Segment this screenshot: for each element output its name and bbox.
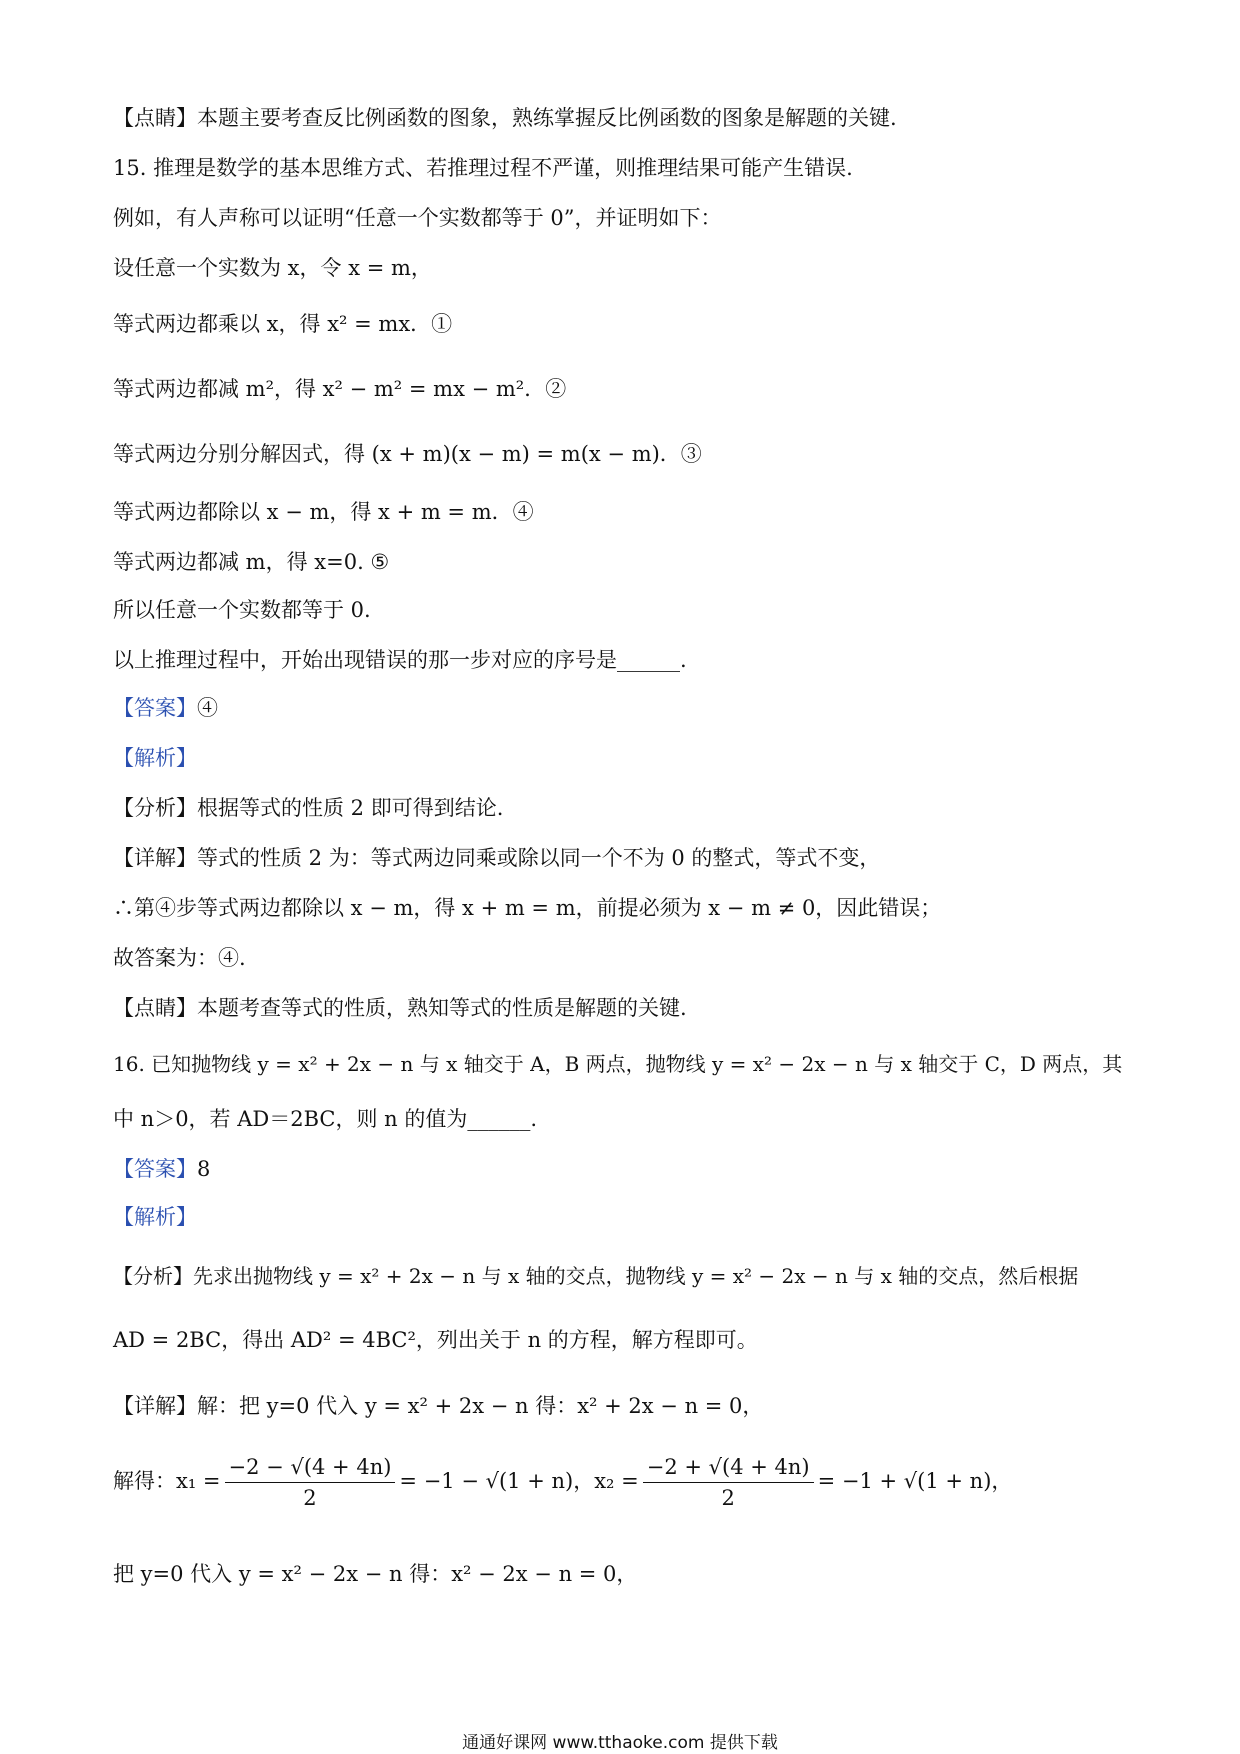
- q15-review: 【点睛】本题考查等式的性质，熟知等式的性质是解题的关键.: [113, 996, 687, 1020]
- q16-roots: [113, 1452, 1133, 1513]
- q15-question: 以上推理过程中，开始出现错误的那一步对应的序号是______.: [113, 648, 687, 672]
- q16-detail-2: 把 y=0 代入 y = x² − 2x − n 得：x² − 2x − n = 0，: [113, 1562, 638, 1586]
- q15-final: 故答案为：④.: [113, 946, 246, 970]
- fraction-x1-den: 2: [303, 1486, 317, 1510]
- q15-detail: 【详解】等式的性质 2 为：等式两边同乘或除以同一个不为 0 的整式，等式不变，: [113, 846, 881, 870]
- fraction-x2-den: 2: [721, 1486, 735, 1510]
- q15-step0: 设任意一个实数为 x，令 x = m，: [113, 256, 432, 280]
- answer-value: ④: [197, 696, 218, 720]
- q15-conclusion: 所以任意一个实数都等于 0.: [113, 598, 371, 622]
- fraction-x2-num: −2 + √(4 + 4n): [643, 1452, 814, 1483]
- q15-step3: 等式两边分别分解因式，得 (x + m)(x − m) = m(x − m)．③: [113, 442, 702, 466]
- fraction-x2: [643, 1452, 814, 1513]
- q15-step5: 等式两边都减 m，得 x=0. ⑤: [113, 550, 390, 574]
- q15-step2: 等式两边都减 m²，得 x² − m² = mx − m²．②: [113, 377, 567, 401]
- answer-label: 【答案】: [113, 696, 197, 720]
- fraction-x1: [225, 1452, 396, 1513]
- page-footer: 通通好课网 www.tthaoke.com 提供下载: [462, 1733, 778, 1753]
- roots-end: = −1 + √(1 + n)，: [817, 1469, 1013, 1493]
- q15-analysis-label: 【解析】: [113, 746, 197, 770]
- answer-value: 8: [197, 1157, 211, 1181]
- q15-detail-2: ∴第④步等式两边都除以 x − m，得 x + m = m，前提必须为 x − m ≠ 0，因此错误；: [113, 896, 942, 920]
- roots-mid: = −1 − √(1 + n)，x₂ =: [399, 1469, 639, 1493]
- q16-analysis-label: 【解析】: [113, 1205, 197, 1229]
- question-15: 15. 推理是数学的基本思维方式、若推理过程不严谨，则推理结果可能产生错误.: [113, 156, 853, 180]
- q15-answer: [113, 694, 1133, 722]
- q16-detail: 【详解】解：把 y=0 代入 y = x² + 2x − n 得：x² + 2x − n = 0，: [113, 1394, 764, 1418]
- q16-answer: [113, 1155, 1133, 1183]
- question-16: 16. 已知抛物线 y = x² + 2x − n 与 x 轴交于 A，B 两点，抛物线 y = x² − 2x − n 与 x 轴交于 C，D 两点，其: [113, 1052, 1123, 1076]
- q15-step1: 等式两边都乘以 x，得 x² = mx．①: [113, 312, 453, 336]
- roots-lead: 解得：x₁ =: [113, 1469, 221, 1493]
- q16-analysis-2: AD = 2BC，得出 AD² = 4BC²，列出关于 n 的方程，解方程即可。: [113, 1328, 758, 1352]
- question-16-cont: 中 n＞0，若 AD＝2BC，则 n 的值为______.: [113, 1107, 538, 1131]
- q15-analysis: 【分析】根据等式的性质 2 即可得到结论.: [113, 796, 504, 820]
- q16-analysis: 【分析】先求出抛物线 y = x² + 2x − n 与 x 轴的交点，抛物线 y = x² − 2x − n 与 x 轴的交点，然后根据: [113, 1264, 1079, 1288]
- fraction-x1-num: −2 − √(4 + 4n): [225, 1452, 396, 1483]
- review-note-14: 【点睛】本题主要考查反比例函数的图象，熟练掌握反比例函数的图象是解题的关键.: [113, 106, 897, 130]
- q15-step4: 等式两边都除以 x − m，得 x + m = m．④: [113, 500, 534, 524]
- answer-label: 【答案】: [113, 1157, 197, 1181]
- q15-example: 例如，有人声称可以证明“任意一个实数都等于 0”，并证明如下：: [113, 206, 722, 230]
